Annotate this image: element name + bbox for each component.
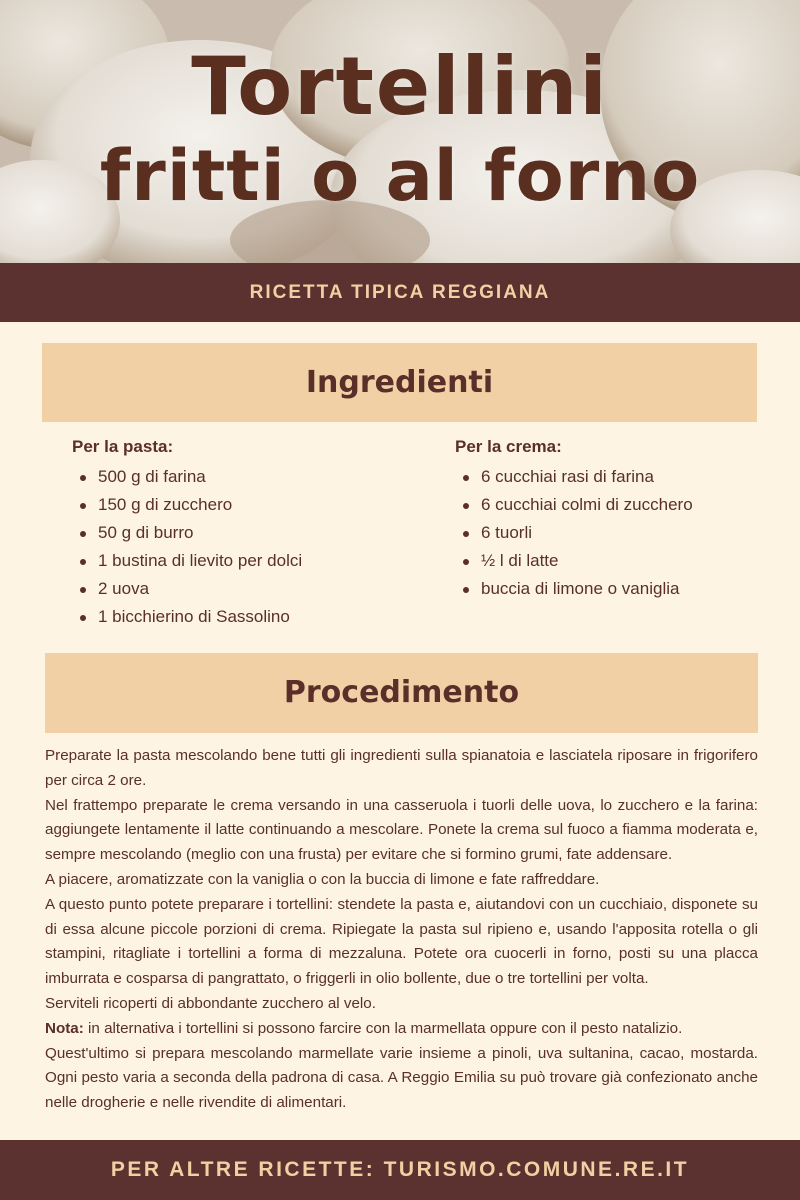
procedure-paragraph: Serviteli ricoperti di abbondante zucchero al velo. [45, 994, 376, 1012]
procedure-text [45, 744, 758, 1116]
procedure-paragraph: Preparate la pasta mescolando bene tutti gli ingredienti sulla spianatoia e lasciatela riposare in frigorifero per circa 2 ore. [45, 747, 758, 789]
list-item: 50 g di burro [72, 519, 412, 547]
hero-banner [0, 0, 800, 263]
hero-title-line1: Tortellini [191, 40, 609, 133]
hero-title-line2: fritti o al forno [99, 135, 701, 217]
list-item: buccia di limone o vaniglia [455, 575, 775, 603]
crema-title: Per la crema: [455, 437, 562, 456]
list-item: 150 g di zucchero [72, 491, 412, 519]
crema-ingredients [455, 437, 775, 603]
note-label: Nota: [45, 1019, 84, 1037]
pasta-ingredients [72, 437, 412, 631]
list-item: 6 cucchiai rasi di farina [455, 463, 775, 491]
list-item: 1 bicchierino di Sassolino [72, 603, 412, 631]
list-item: 6 tuorli [455, 519, 775, 547]
note-text: in alternativa i tortellini si possono farcire con la marmellata oppure con il pesto natalizio. [83, 1019, 683, 1037]
list-item: 500 g di farina [72, 463, 412, 491]
pasta-title: Per la pasta: [72, 437, 174, 456]
footer-band: PER ALTRE RICETTE: TURISMO.COMUNE.RE.IT [0, 1140, 800, 1200]
list-item: 1 bustina di lievito per dolci [72, 547, 412, 575]
procedure-paragraph: Nel frattempo preparate le crema versando in una casseruola i tuorli delle uova, lo zucchero e la farina: aggiungete lentamente il latte continuando a mescolare. Ponete la crema sul fuoco a fiamma moderata e, sempre mescolando (meglio con una frusta) per evitare che si formino grumi, fate addensare. [45, 796, 758, 864]
list-item: ½ l di latte [455, 547, 775, 575]
list-item: 2 uova [72, 575, 412, 603]
ingredients-heading: Ingredienti [42, 343, 757, 422]
procedure-paragraph: A questo punto potete preparare i tortellini: stendete la pasta e, aiutandovi con un cucchiaio, disponete su di essa alcune piccole porzioni di crema. Ripiegate la pasta sul ripieno e, usando l'apposita rotella o gli stampini, ritagliate i tortellini a forma di mezzaluna. Potete ora cuocerli in forno, posti su una placca imburrata e cosparsa di pangrattato, o friggerli in olio bollente, due o tre tortellini per volta. [45, 895, 758, 988]
procedure-paragraph: A piacere, aromatizzate con la vaniglia o con la buccia di limone e fate raffreddare. [45, 870, 600, 888]
note-paragraph [45, 1017, 758, 1042]
list-item: 6 cucchiai colmi di zucchero [455, 491, 775, 519]
procedure-paragraph: Quest'ultimo si prepara mescolando marmellate varie insieme a pinoli, uva sultanina, cacao, mostarda. Ogni pesto varia a seconda della padrona di casa. A Reggio Emilia su può trovare già confezionato anche nelle drogherie e nelle rivendite di alimentari. [45, 1044, 758, 1112]
crema-list [455, 463, 775, 603]
pasta-list [72, 463, 412, 631]
subtitle-band: RICETTA TIPICA REGGIANA [0, 263, 800, 322]
procedure-heading: Procedimento [45, 653, 758, 733]
